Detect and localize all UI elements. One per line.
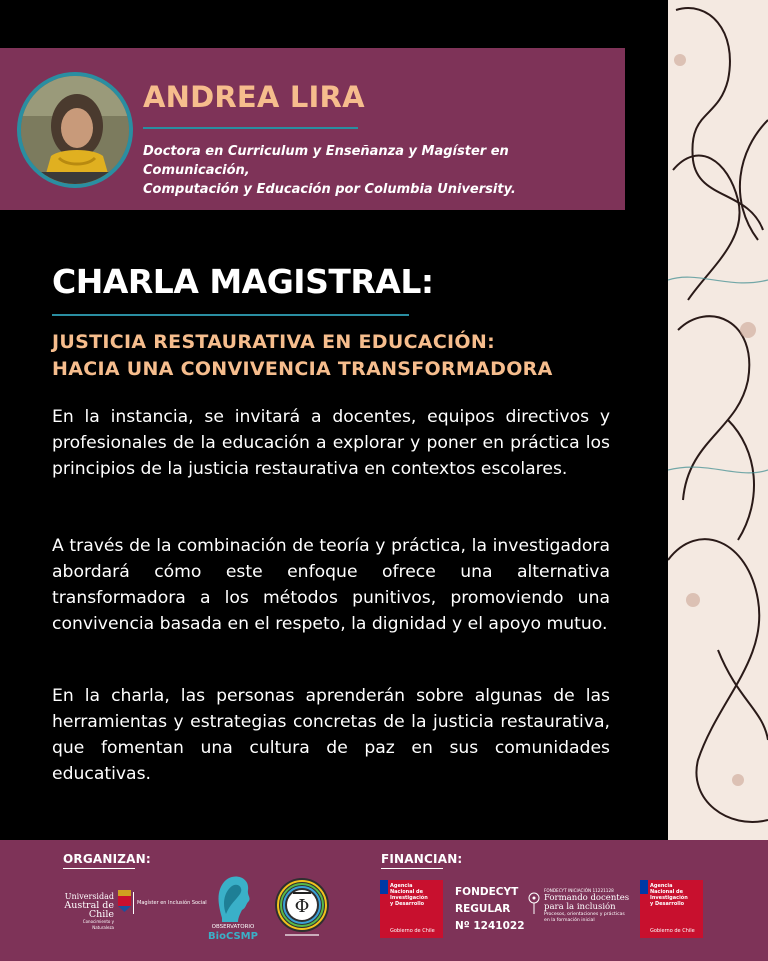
speaker-photo (17, 72, 133, 188)
speaker-name: ANDREA LIRA (143, 80, 365, 114)
emblem-logo (273, 876, 331, 938)
talk-title-line: HACIA UNA CONVIVENCIA TRANSFORMADORA (52, 358, 553, 380)
description-paragraph: En la instancia, se invitará a docentes, equipos directivos y profesionales de la educación a explorar y poner en práctica los principios de la justicia restaurativa en contextos escolares. (52, 407, 610, 479)
fondecyt-label (455, 884, 525, 935)
observatorio-line: OBSERVATORIO (211, 924, 255, 930)
observatorio-line: BioCSMP (208, 931, 258, 942)
heading-underline (52, 314, 409, 316)
gov-text: Gobierno de Chile (390, 928, 435, 934)
anid-text: Agencia (650, 883, 673, 889)
talk-title (52, 329, 652, 383)
fondecyt-line: FONDECYT (455, 886, 519, 898)
svg-text:Φ: Φ (294, 896, 310, 917)
anid-text: Investigación (390, 895, 428, 901)
description-paragraph: A través de la combinación de teoría y práctica, la investigadora abordará cómo este enfoque ofrece una alternativa transformadora a los métodos punitivos, promoviendo una convivencia basada en el respeto, la dignidad y el apoyo mutuo. (52, 536, 610, 634)
anid-text: y Desarrollo (650, 901, 685, 907)
chile-flag-icon (380, 880, 388, 894)
funders-underline (381, 868, 443, 869)
head-profile-icon (212, 874, 254, 926)
formando-docentes-logo (527, 888, 637, 928)
uach-logo (62, 890, 207, 930)
speaker-bio-line: Computación y Educación por Columbia University. (143, 182, 516, 197)
anid-text: Agencia (390, 883, 413, 889)
anid-logo (380, 880, 443, 938)
uach-divider (133, 892, 134, 914)
uach-name-line: Austral de Chile (64, 900, 114, 920)
talk-type-heading: CHARLA MAGISTRAL: (52, 262, 434, 301)
uach-crest-icon (118, 890, 131, 912)
uach-program: Magíster en Inclusión Social (137, 900, 207, 906)
formando-title-line: Formando docentes (544, 893, 630, 903)
description-paragraph: En la charla, las personas aprenderán sobre algunas de las herramientas y estrategias concretas de la justicia restaurativa, que fomentan una cultura de paz en sus comunidades educativas. (52, 686, 610, 784)
flower-icon (527, 892, 541, 918)
anid-text: y Desarrollo (390, 901, 425, 907)
speaker-bio (143, 142, 618, 199)
speaker-bio-line: Doctora en Curriculum y Enseñanza y Magíster en Comunicación, (143, 144, 509, 178)
decorative-line-art (668, 0, 768, 840)
uach-name-line: Universidad (64, 892, 114, 901)
observatorio-logo (204, 874, 262, 944)
circle-emblem-icon (273, 876, 331, 938)
talk-title-line: JUSTICIA RESTAURATIVA EN EDUCACIÓN: (52, 331, 495, 353)
organizers-label: ORGANIZAN: (63, 852, 151, 866)
organizers-underline (63, 868, 135, 869)
anid-text: Nacional de (390, 889, 424, 895)
name-underline (143, 127, 358, 129)
uach-tagline: Conocimiento y Naturaleza (82, 919, 114, 930)
formando-subtitle: Procesos, orientaciones y prácticas (544, 912, 625, 917)
fondecyt-line: Nº 1241022 (455, 920, 525, 932)
anid-text: Nacional de (650, 889, 684, 895)
anid-logo (640, 880, 703, 938)
gov-text: Gobierno de Chile (650, 928, 695, 934)
funders-label: FINANCIAN: (381, 852, 463, 866)
anid-text: Investigación (650, 895, 688, 901)
formando-subtitle: en la formación inicial (544, 918, 595, 923)
chile-flag-icon (640, 880, 648, 894)
fondecyt-line: REGULAR (455, 903, 511, 915)
formando-title-line: para la inclusión (544, 902, 616, 912)
formando-code: FONDECYT INICIACIÓN 11221128 (544, 888, 614, 893)
